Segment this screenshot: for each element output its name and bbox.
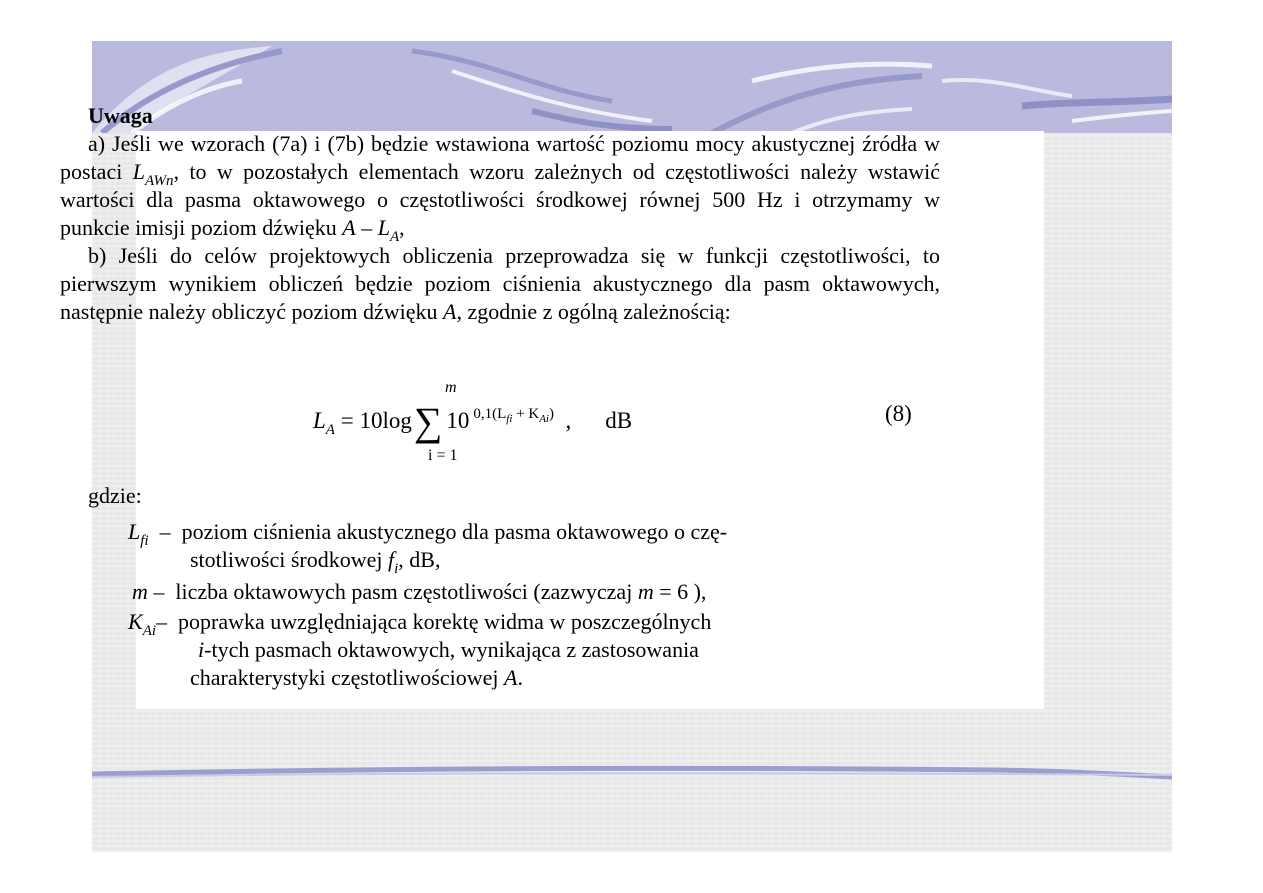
formula-expression: $L_A = 10\log\sum$ 10 $^{0,1(L_{fi} + K_{Ai})}$ , dB xyxy=(313,399,633,444)
formula-8 xyxy=(60,374,940,470)
definition-m: m – liczba oktawowych pasm częstotliwości (zazwyczaj m = 6 ), xyxy=(132,579,707,604)
decorative-divider xyxy=(92,763,1172,785)
definition-KAi-cont2: charakterystyki częstotliwościowej A. xyxy=(190,665,523,690)
definition-KAi-cont1: i-tych pasmach oktawowych, wynikająca z zastosowania xyxy=(198,637,699,662)
paragraph-b: b) Jeśli do celów projektowych obliczenia przeprowadza się w funkcji częstotliwości, to pierwszym wynikiem obliczeń będzie poziom ciśnienia akustycznego dla pasm oktawowych, następnie należy obliczyć poziom dźwięku A, zgodnie z ogólną zależnością: xyxy=(60,243,940,324)
where-label: gdzie: xyxy=(88,483,142,508)
exponent: 0,1(Lfi + KAi) xyxy=(473,406,554,425)
definition-Lfi-cont: stotliwości środkowej $f_i$, dB, xyxy=(190,547,441,577)
definition-KAi: $K_{Ai}-$ poprawka uwzględniająca korektę widma w poszczególnych xyxy=(128,609,712,639)
paragraph-a: a) Jeśli we wzorach (7a) i (7b) będzie wstawiona wartość poziomu mocy akustycznej źródła w postaci $L_{AWn}$, to w pozostałych elementach wzoru zależnych od częstotliwości należy wstawić wartości dla pasma oktawowego o częstotliwości środkowej równej 500 Hz i otrzymamy w punkcie imisji poziom dźwięku A – $L_A$, xyxy=(60,131,940,245)
sum-lower-limit: i = 1 xyxy=(428,447,458,464)
definition-Lfi: $L_{fi}$ – poziom ciśnienia akustycznego dla pasma oktawowego o czę- xyxy=(128,519,728,549)
formula-unit: dB xyxy=(605,408,633,433)
sum-upper-limit: m xyxy=(445,379,457,396)
document-body xyxy=(60,102,940,690)
sigma-symbol: ∑ xyxy=(413,399,443,444)
equation-number: (8) xyxy=(885,401,912,426)
heading: Uwaga xyxy=(88,103,153,128)
